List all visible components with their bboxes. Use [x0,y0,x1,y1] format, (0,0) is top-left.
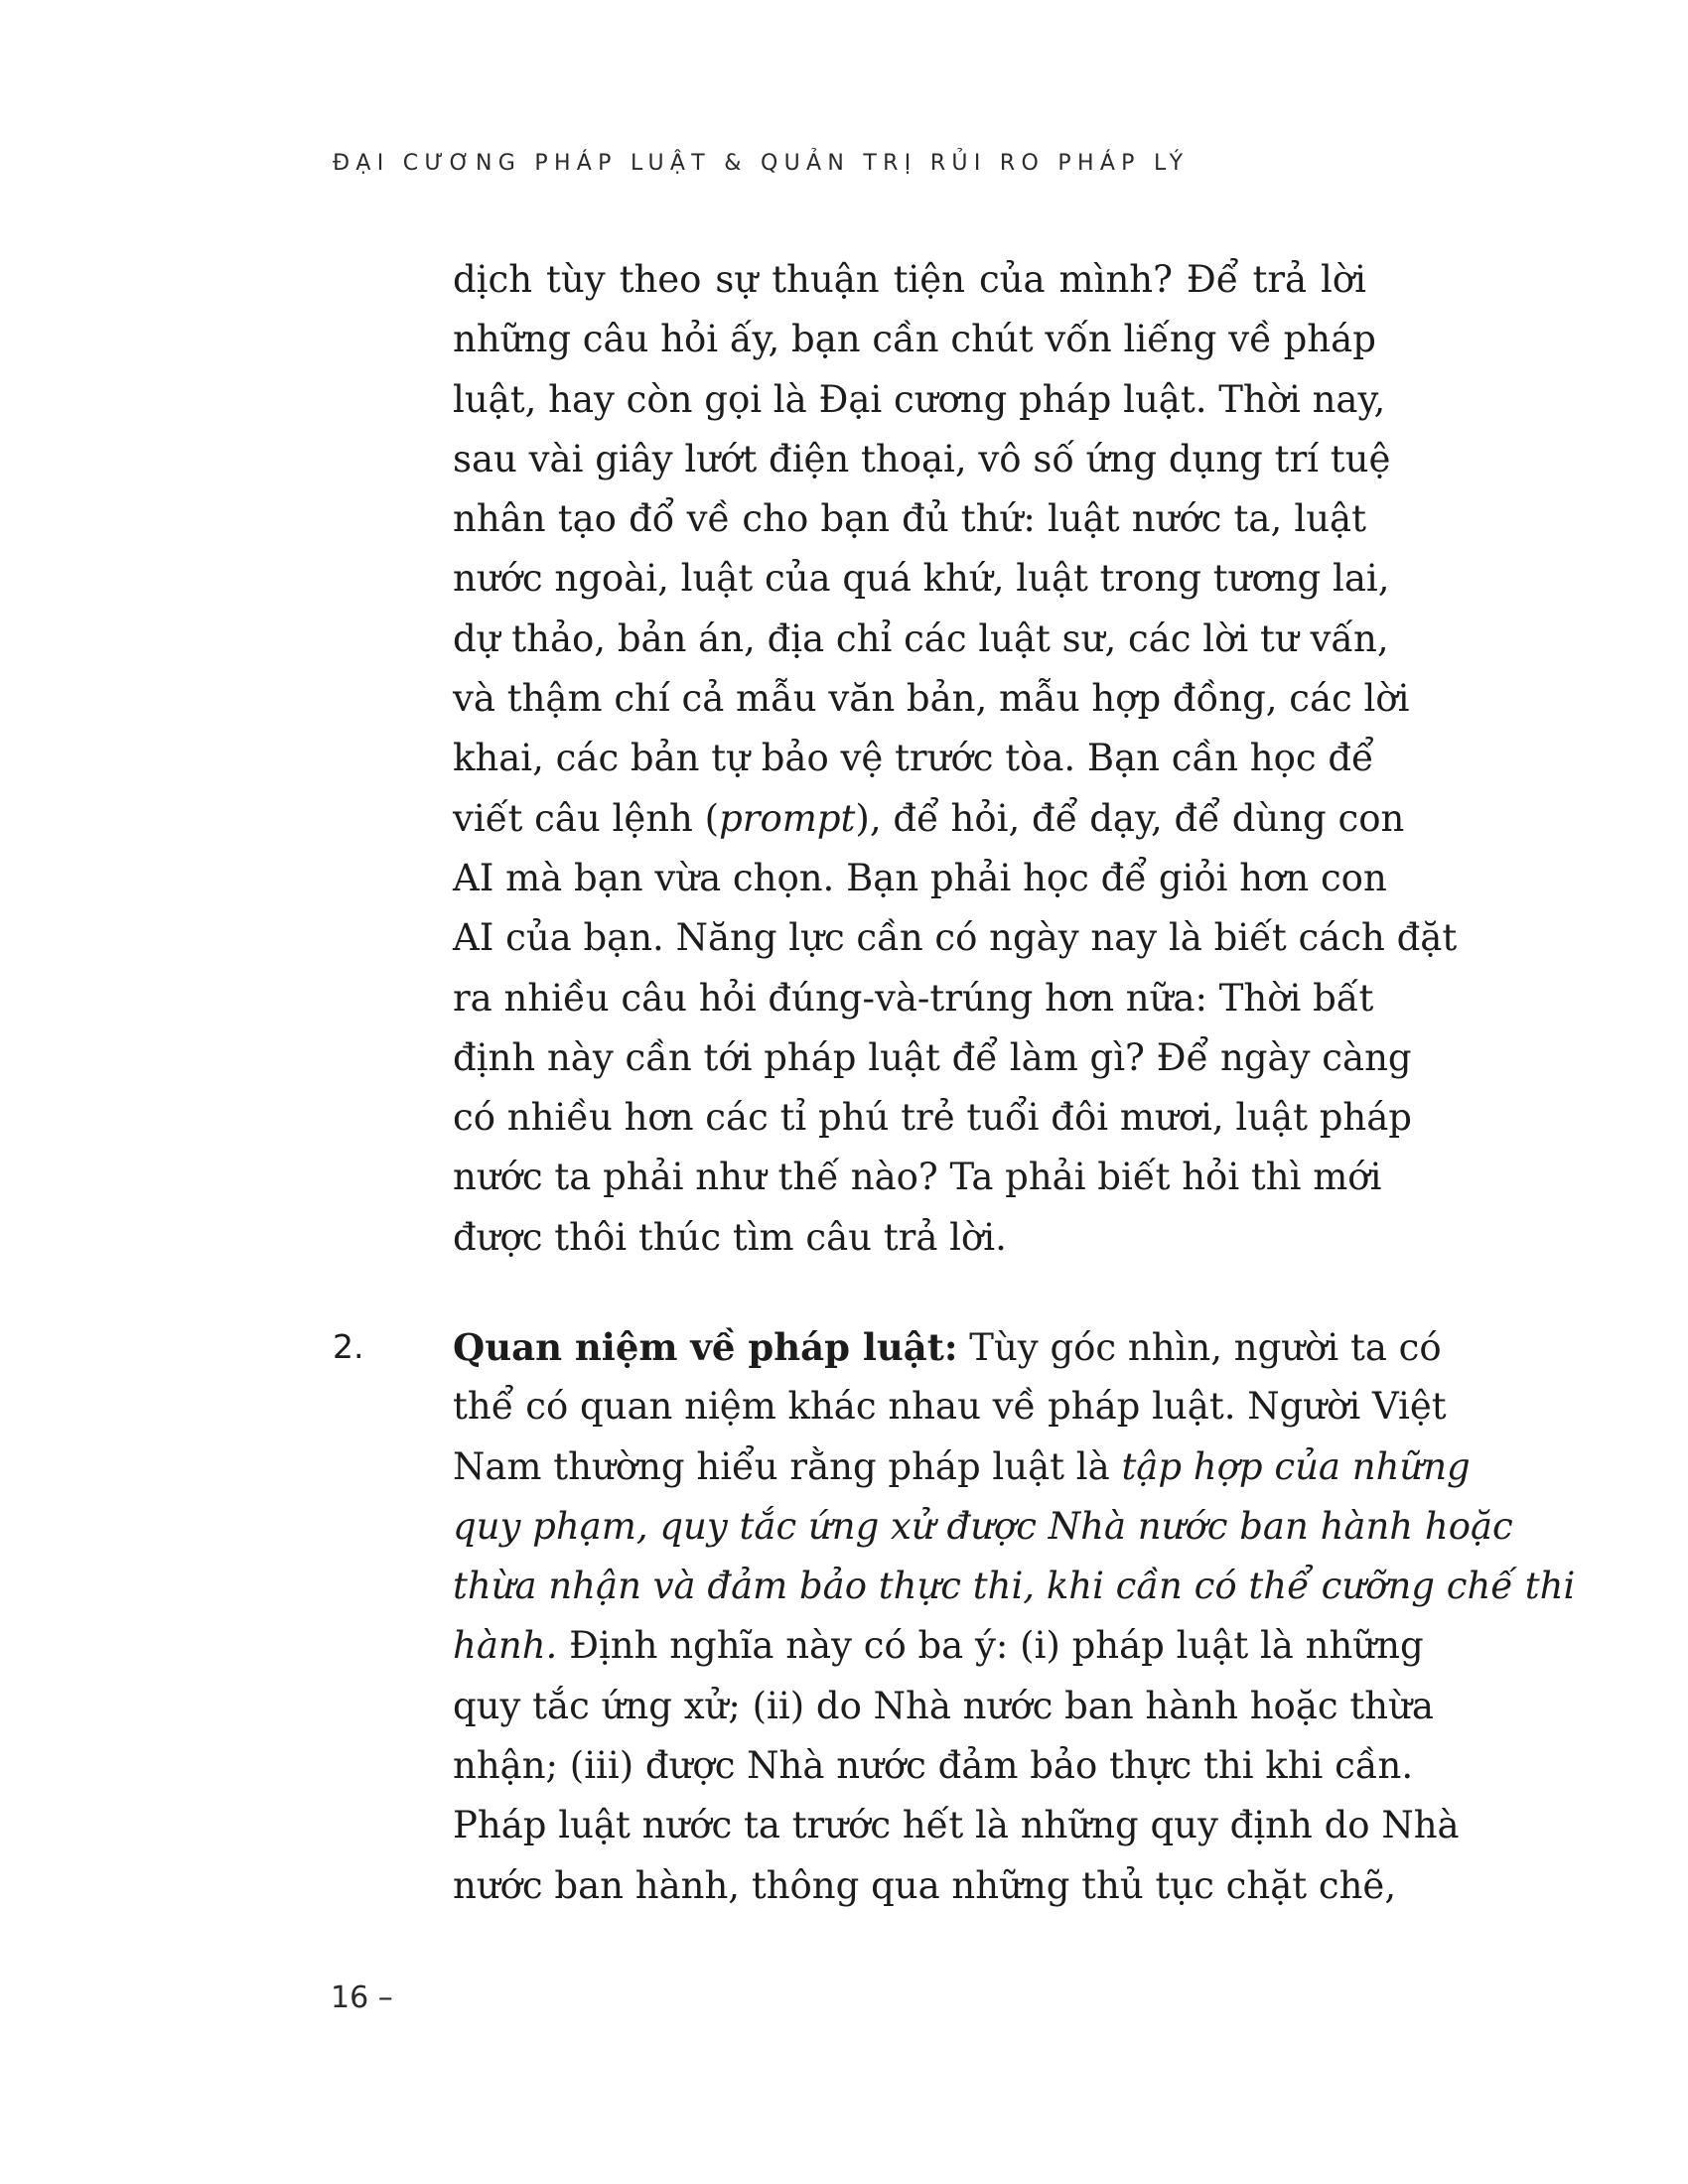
text-line: dịch tùy theo sự thuận tiện của mình? Để trả lời [453,258,1366,301]
text-run: Tùy góc nhìn, người ta có [957,1326,1442,1369]
page-number: 16 – [331,1980,393,2015]
text-line: AI mà bạn vừa chọn. Bạn phải học để giỏi hơn con [453,856,1387,899]
text-line: định này cần tới pháp luật để làm gì? Để ngày càng [453,1035,1412,1079]
text-line: ra nhiều câu hỏi đúng-và-trúng hơn nữa: Thời bất [453,976,1374,1020]
text-run: Định nghĩa này có ba ý: (i) pháp luật là những [557,1624,1424,1668]
item-heading: Quan niệm về pháp luật: [453,1325,958,1369]
italic-definition-line: thừa nhận và đảm bảo thực thi, khi cần có thể cưỡng chế thi [453,1565,1576,1608]
text-line: khai, các bản tự bảo vệ trước tòa. Bạn cần học để [453,737,1374,780]
text-line: Pháp luật nước ta trước hết là những quy định do Nhà [453,1804,1460,1847]
text-line: được thôi thúc tìm câu trả lời. [453,1215,1007,1259]
text-line: và thậm chí cả mẫu văn bản, mẫu hợp đồng, các lời [453,677,1410,721]
list-item-body [453,1317,1576,1916]
italic-definition: hành. [453,1624,558,1668]
italic-definition-line: quy phạm, quy tắc ứng xử được Nhà nước ban hành hoặc [453,1504,1513,1548]
text-line: nhân tạo đổ về cho bạn đủ thứ: luật nước ta, luật [453,497,1366,541]
text-run: ), để hỏi, để dạy, để dùng con [855,796,1405,840]
text-line [453,1616,1424,1676]
list-item-number: 2. [333,1327,364,1366]
running-header: ĐẠI CƯƠNG PHÁP LUẬT & QUẢN TRỊ RỦI RO PHÁP LÝ [333,151,1190,176]
text-line: có nhiều hơn các tỉ phú trẻ tuổi đôi mươi, luật pháp [453,1096,1412,1140]
text-line [453,789,1405,849]
italic-term: prompt [719,796,856,840]
text-line: nước ta phải như thế nào? Ta phải biết hỏi thì mới [453,1156,1382,1199]
text-line [453,1317,1442,1377]
text-run: viết câu lệnh ( [453,796,720,840]
text-line: luật, hay còn gọi là Đại cương pháp luật. Thời nay, [453,377,1386,421]
text-line: nhận; (iii) được Nhà nước đảm bảo thực thi khi cần. [453,1744,1414,1788]
paragraph-continuation [453,250,1458,1268]
text-line: thể có quan niệm khác nhau về pháp luật. Người Việt [453,1385,1447,1429]
text-run: Nam thường hiểu rằng pháp luật là [453,1444,1122,1488]
text-line [453,1437,1471,1497]
text-line: nước ban hành, thông qua những thủ tục chặt chẽ, [453,1863,1397,1907]
text-line: những câu hỏi ấy, bạn cần chút vốn liếng về pháp [453,318,1376,361]
text-line: dự thảo, bản án, địa chỉ các luật sư, các lời tư vấn, [453,616,1389,660]
italic-definition: tập hợp của những [1121,1444,1471,1488]
text-line: nước ngoài, luật của quá khứ, luật trong tương lai, [453,557,1390,601]
text-line: quy tắc ứng xử; (ii) do Nhà nước ban hành hoặc thừa [453,1684,1434,1727]
text-line: AI của bạn. Năng lực cần có ngày nay là biết cách đặt [453,916,1458,960]
text-line: sau vài giây lướt điện thoại, vô số ứng dụng trí tuệ [453,437,1391,480]
